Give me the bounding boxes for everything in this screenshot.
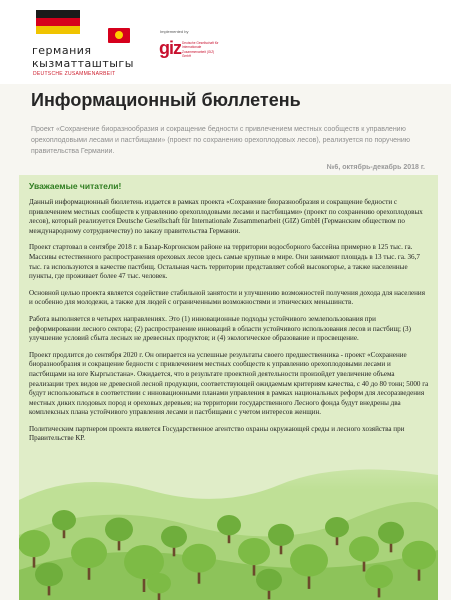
issue-number: №6, октябрь-декабрь 2018 г.: [326, 164, 425, 171]
paragraph-goal: Основной целью проекта является содействие стабильной занятости и улучшению возможностей получения дохода для населения и особенно для молодежи, а также для людей с ограниченными возможностями и этнических меньшинств.: [29, 288, 425, 307]
walnut-forest-illustration: [19, 430, 438, 600]
page-title: Информационный бюллетень: [31, 90, 301, 110]
project-subtitle: Проект «Сохранение биоразнообразия и сокращение бедности с привлечением местных сообществ к управлению орехоплодовыми лесами и пастбищами» (проект по сохранению орехоплодовых лесов), реализуется по поручению правительства Германии.: [31, 126, 411, 155]
bulletin-body: [29, 198, 429, 451]
paragraph-duration: Проект продлится до сентября 2020 г. Он опирается на успешные результаты своего предшественника - проект «Сохранение биоразнообразия и сокращение бедности с привлечением местных сообществ к управлению орехоплодовыми лесами и пастбищами на юге Кыргызстана». Ожидается, что в результате проектной деятельности произойдет увеличение объема реализации трех видов не древесной лесной продукции, соответствующей ожидаемым критериям качества, с 40 до 80 тонн; 5000 га будут использоваться в соответствии с инновационными планами управления в рамках национальных реформ для лесоразведения местных диких плодовых пород и ореховых деревьев; на территории государственного Лесного фонда будут внедрены два комплексных плана устойчивого управления лесами и пастбищами с учетом интересов женщин.: [29, 350, 429, 417]
logo-kyrgyz-text: кызматташтыгы: [32, 57, 134, 70]
logo-tagline: DEUTSCHE ZUSAMMENARBEIT: [33, 71, 116, 77]
implemented-by-label: Implemented by: [160, 29, 189, 34]
giz-fullname: Deutsche Gesellschaft für Internationale Zusammenarbeit (GIZ) GmbH: [182, 41, 219, 59]
paragraph-intro: Данный информационный бюллетень издается в рамках проекта «Сохранение биоразнообразия и сокращение бедности с привлечением местных сообществ к управлению орехоплодовыми лесами и пастбищами» (проект по сохранению орехоплодовых лесов), который реализуется Deutsche Gesellschaft für Internationale Zusammenarbeit (GIZ) GmbH (Германским обществом по международному сотрудничеству) по заказу правительства Германии.: [29, 198, 423, 235]
page-header: [0, 0, 451, 84]
greeting-heading: Уважаемые читатели!: [29, 181, 122, 191]
kyrgyz-flag-icon: [108, 28, 130, 43]
paragraph-directions: Работа выполняется в четырех направлениях. Это (1) инновационные подходы устойчивого землепользования при реформировании лесного сектора; (2) распространение инноваций в области устойчивого использования лесов и пастбищ; (3) улучшение условий сбыта лесных не древесных продуктов; и (4) экологическое образование и просвещение.: [29, 314, 411, 343]
paragraph-partner: Политическим партнером проекта является Государственное агентство охраны окружающей среды и лесного хозяйства при Правительстве КР.: [29, 424, 405, 443]
germany-flag-icon: [36, 10, 80, 36]
paragraph-start: Проект стартовал в сентябре 2018 г. в Базар-Коргонском районе на территории водосборного бассейна примерно в 125 тыс. га. Массивы естественного распространения ореховых лесов здесь самые крупные в мире. Они занимают площадь в 13 тыс. га. 36,7 тыс. га используются в качестве пастбищ. Остальная часть территории представляет собой высокогорье, а также населенные пункты, где проживает более 47 тыс. человек.: [29, 243, 420, 281]
logo-germany-text: германия: [32, 44, 92, 57]
giz-logo: giz: [159, 38, 181, 58]
